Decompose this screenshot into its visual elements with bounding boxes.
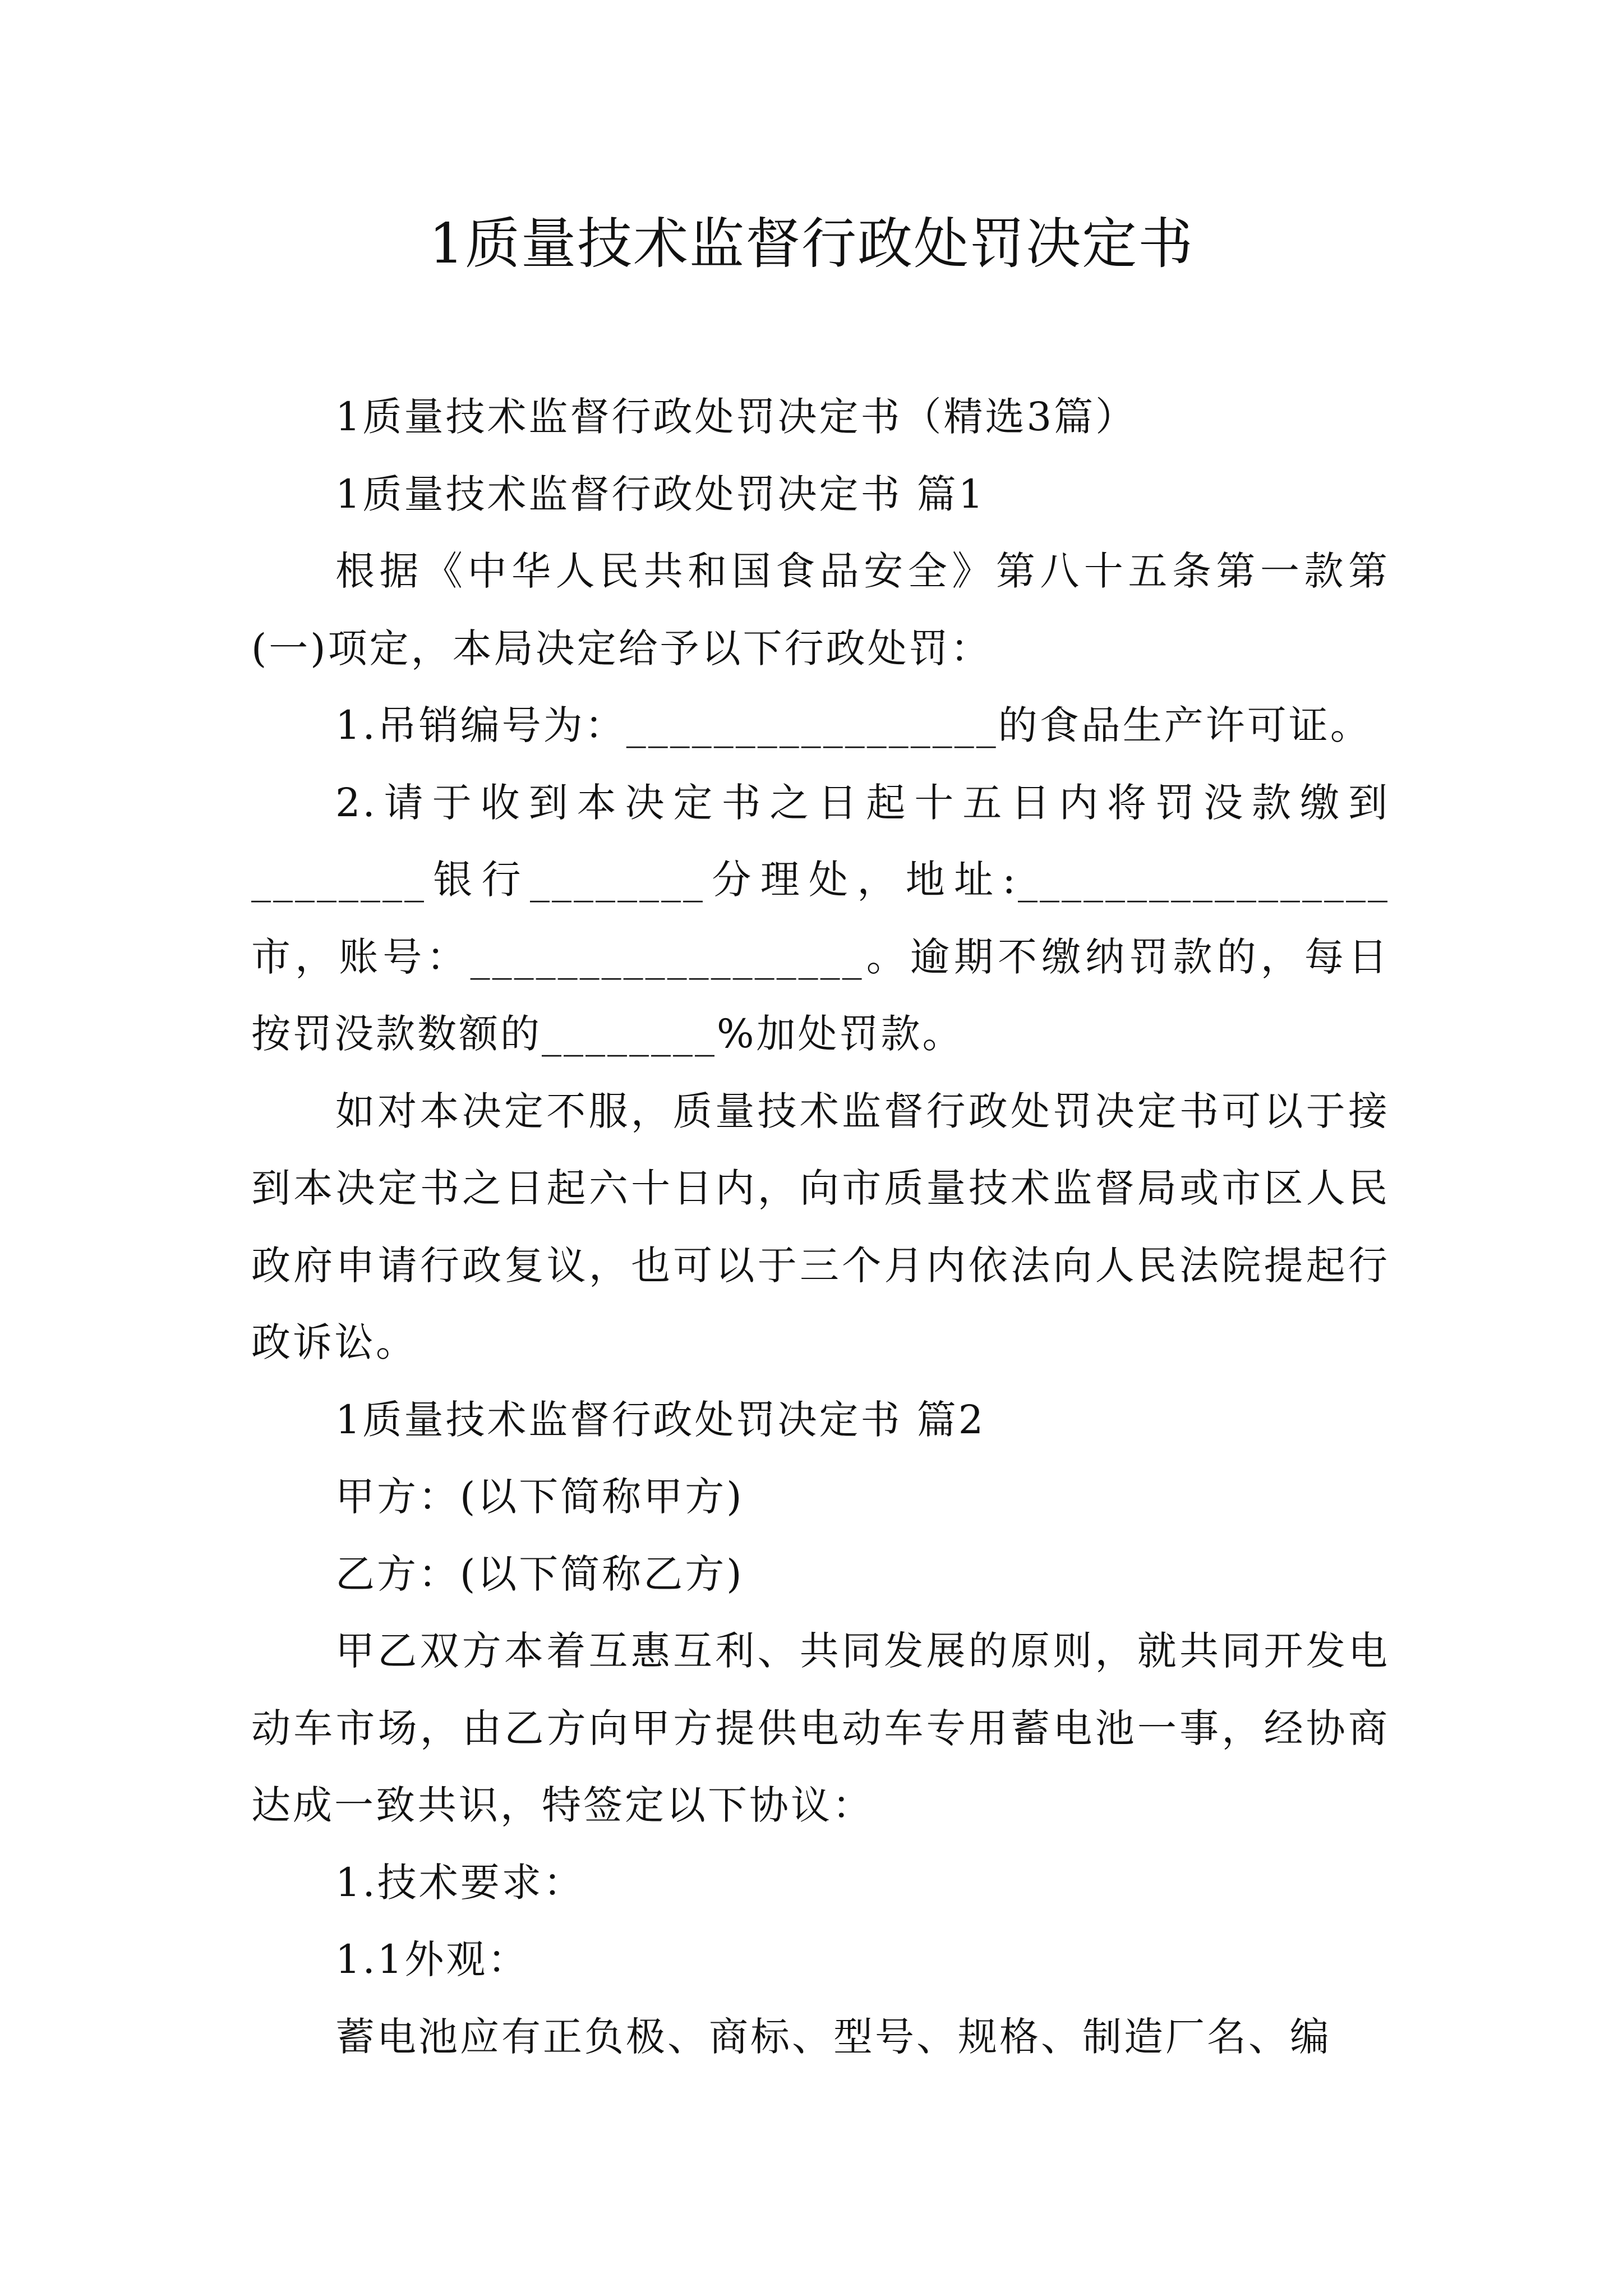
paragraph-item-1: 1.吊销编号为：_________________的食品生产许可证。 bbox=[335, 702, 1372, 748]
document-body bbox=[251, 379, 1390, 2076]
paragraph-item-2: 2.请于收到本决定书之日起十五日内将罚没款缴到________银行________分理处，地址:_________________市，账号：__________________。逾期不缴纳罚款的，每日按罚没款数额的________%加处罚款。 bbox=[251, 779, 1390, 1057]
paragraph-party-a: 甲方：(以下简称甲方) bbox=[335, 1474, 744, 1520]
paragraph-legal-basis: 根据《中华人民共和国食品安全》第八十五条第一款第(一)项定，本局决定给予以下行政处罚： bbox=[251, 548, 1390, 671]
paragraph-battery-markings: 蓄电池应有正负极、商标、型号、规格、制造厂名、编 bbox=[335, 2013, 1331, 2060]
paragraph-appearance: 1.1外观： bbox=[335, 1936, 529, 1982]
paragraph-agreement-intro: 甲乙双方本着互惠互利、共同发展的原则，就共同开发电动车市场，由乙方向甲方提供电动车专用蓄电池一事，经协商达成一致共识，特签定以下协议： bbox=[251, 1628, 1390, 1828]
paragraph-technical-requirements: 1.技术要求： bbox=[335, 1859, 585, 1906]
paragraph-part1-heading: 1质量技术监督行政处罚决定书 篇1 bbox=[335, 471, 986, 517]
paragraph-appeal-notice: 如对本决定不服，质量技术监督行政处罚决定书可以于接到本决定书之日起六十日内，向市质量技术监督局或市区人民政府申请行政复议，也可以于三个月内依法向人民法院提起行政诉讼。 bbox=[251, 1088, 1390, 1365]
paragraph-part2-heading: 1质量技术监督行政处罚决定书 篇2 bbox=[335, 1396, 986, 1443]
paragraph-selection-heading: 1质量技术监督行政处罚决定书（精选3篇） bbox=[335, 394, 1137, 440]
paragraph-party-b: 乙方：(以下简称乙方) bbox=[335, 1550, 744, 1597]
document-title: 1质量技术监督行政处罚决定书 bbox=[428, 212, 1195, 276]
